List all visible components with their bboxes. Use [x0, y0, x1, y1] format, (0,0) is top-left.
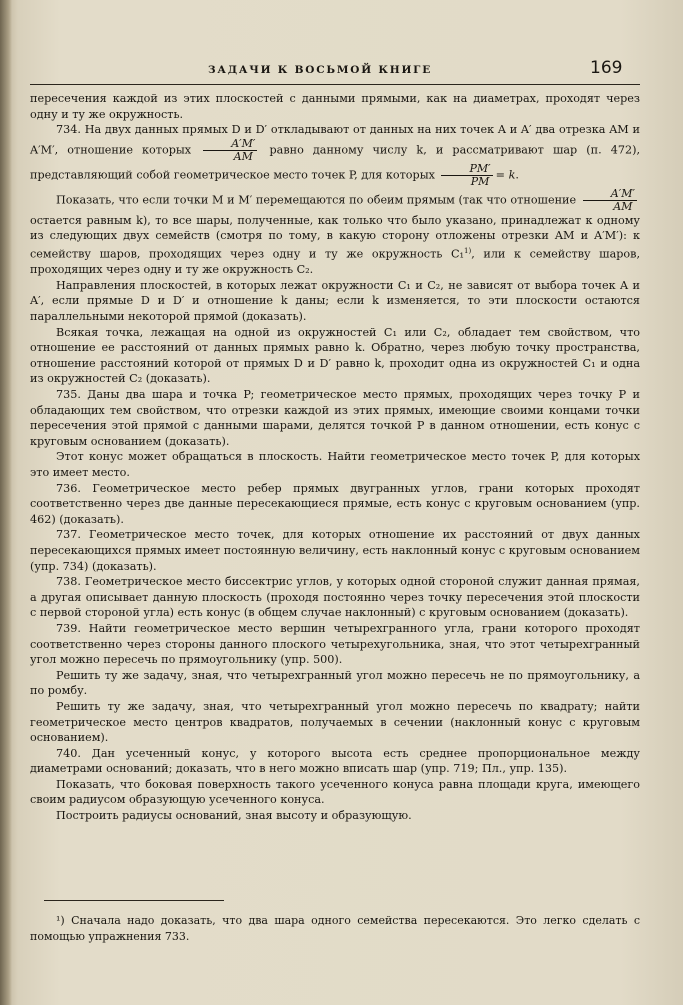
fraction-denominator: AM: [233, 149, 253, 163]
paragraph: Решить ту же задачу, зная, что четырехгранный угол можно пересечь не по прямоугольнику, а по ромбу.: [30, 668, 640, 698]
footnote-rule: [44, 900, 224, 901]
page-body: [30, 91, 640, 824]
fraction-ratio: [203, 138, 257, 163]
footnote: [30, 913, 640, 945]
paragraph-text: равно данному числу k, и рассматривают шар (п. 472), представляющий собой геометрическое место точек P, для которых: [30, 143, 641, 182]
equation-rhs: = k: [495, 168, 516, 182]
problem-737: 737. Геометрическое место точек, для которых отношение их расстояний от двух данных пересекающихся прямых имеет постоянную величину, есть наклонный конус с круговым основанием (упр. 734) (доказать).: [30, 528, 640, 573]
page-binding-shadow: [0, 0, 12, 1005]
page-header: [0, 58, 683, 82]
fraction-numerator: A′M′: [583, 188, 637, 201]
paragraph: Всякая точка, лежащая на одной из окружностей C₁ или C₂, обладает тем свойством, что отношение ее расстояний от данных прямых равно k. Обратно, через любую точку пространства, отношение расстояний которой от прямых D и D′ равно k, проходит одна из окружностей C₁ и одна из окружностей C₂ (доказать).: [30, 325, 640, 386]
paragraph: Построить радиусы оснований, зная высоту и образующую.: [56, 809, 412, 823]
footnote-marker: ¹): [56, 914, 65, 927]
footnote-mark: 1): [464, 246, 472, 255]
paragraph: Направления плоскостей, в которых лежат окружности C₁ и C₂, не зависят от выбора точек A и A′, если прямые D и D′ и отношение k даны; если k изменяется, то эти плоскости остаются параллельными некоторой прямой (доказать).: [30, 278, 640, 324]
paragraph: Показать, что боковая поверхность такого усеченного конуса равна площади круга, имеющего своим радиусом образующую усеченного конуса.: [30, 777, 640, 807]
paragraph-text: Показать, что если точки M и M′ перемещаются по обеим прямым (так что отношение: [56, 193, 577, 207]
paragraph-text: .: [515, 168, 519, 182]
paragraph-text: остается равным k), то все шары, полученные, как только что было указано, принадлежат к одному из следующих двух семейств (смотря по тому, в какую сторону отложены отрезки AM и A′M′): к семейству шаров, проходящих через одну и ту же окружность C₁: [30, 213, 640, 261]
page-number: 169: [590, 58, 623, 78]
fraction-denominator: AM: [613, 199, 633, 213]
footnote-text: Сначала надо доказать, что два шара одного семейства пересекаются. Это легко сделать с помощью упражнения 733.: [30, 914, 640, 943]
problem-740: 740. Дан усеченный конус, у которого высота есть среднее пропорциональное между диаметрами оснований; доказать, что в него можно вписать шар (упр. 719; Пл., упр. 135).: [30, 746, 640, 776]
fraction-ratio: [441, 163, 492, 188]
paragraph: пересечения каждой из этих плоскостей с данными прямыми, как на диаметрах, проходят через одну и ту же окружность.: [30, 92, 640, 121]
fraction-ratio: [583, 188, 637, 213]
paragraph: Этот конус может обращаться в плоскость. Найти геометрическое место точек P, для которых это имеет место.: [30, 450, 640, 480]
running-title: ЗАДАЧИ К ВОСЬМОЙ КНИГЕ: [208, 64, 433, 76]
problem-739: 739. Найти геометрическое место вершин четырехгранного угла, грани которого проходят соответственно через стороны данного плоского четырехугольника, зная, что этот четырехгранный угол можно пересечь по прямоугольнику (упр. 500).: [30, 621, 640, 667]
problem-734: [30, 122, 640, 188]
header-rule: [30, 84, 640, 85]
fraction-denominator: PM: [470, 174, 490, 188]
paragraph: [30, 188, 640, 278]
paragraph: Решить ту же задачу, зная, что четырехгранный угол можно пересечь по квадрату; найти геометрическое место центров квадратов, получаемых в сечении (наклонный конус с круговым основанием).: [30, 699, 640, 745]
problem-735: 735. Даны два шара и точка P; геометрическое место прямых, проходящих через точку P и обладающих тем свойством, что отрезки каждой из этих прямых, имеющие своими концами точки пересечения этой прямой с данными шарами, делятся точкой P в данном отношении, есть конус с круговым основанием (доказать).: [30, 388, 640, 448]
paragraph-text: , или к семейству шаров, проходящих через одну и ту же окружность C₂.: [30, 247, 641, 277]
problem-736: 736. Геометрическое место ребер прямых двугранных углов, грани которых проходят соответственно через две данные пересекающиеся прямые, есть конус с круговым основанием (упр. 462) (доказать).: [30, 481, 640, 526]
fraction-numerator: A′M′: [203, 138, 257, 151]
fraction-numerator: PM′: [441, 163, 492, 176]
paragraph-text: 734. На двух данных прямых D и D′ откладывают от данных на них точек A и A′ два отрезка AM и A′M′, отношение которых: [30, 123, 640, 157]
problem-738: 738. Геометрическое место биссектрис углов, у которых одной стороной служит данная прямая, а другая описывает данную плоскость (проходя постоянно через точку пересечения этой плоскости с первой стороной угла) есть конус (в общем случае наклонный) с круговым основанием (доказать).: [30, 575, 640, 620]
